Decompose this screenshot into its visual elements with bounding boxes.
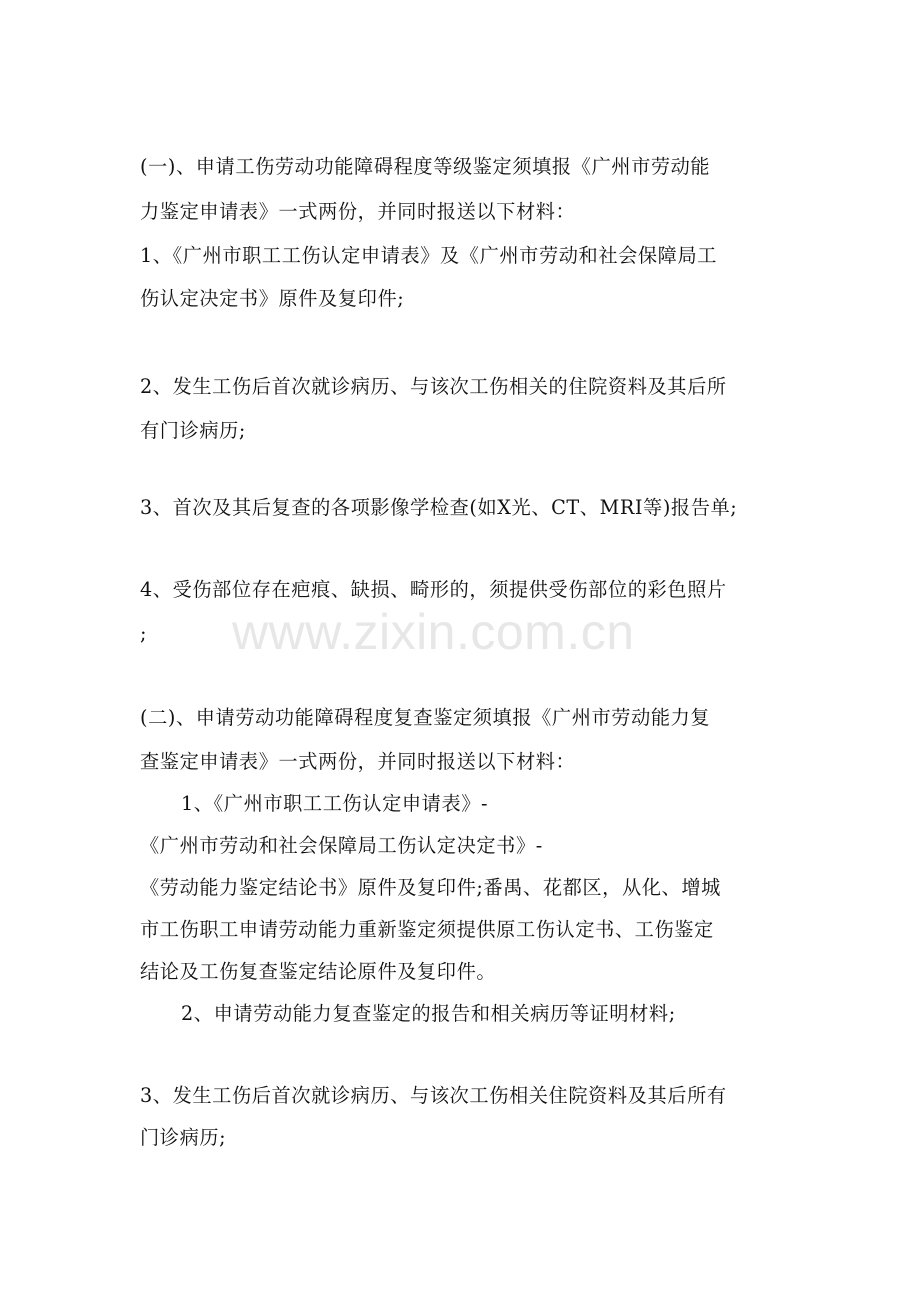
text-line-18: 3、发生工伤后首次就诊病历、与该次工伤相关住院资料及其后所有 [140,1084,727,1107]
text-line-5: 2、发生工伤后首次就诊病历、与该次工伤相关的住院资料及其后所 [140,375,727,398]
text-line-16: 结论及工伤复查鉴定结论原件及复印件。 [140,960,497,983]
watermark-text: www.zixin.com.cn [232,604,635,660]
text-line-4: 伤认定决定书》原件及复印件; [140,287,405,310]
text-line-9: ; [140,622,148,645]
text-line-11: 查鉴定申请表》一式两份，并同时报送以下材料： [140,750,576,773]
text-line-8: 4、受伤部位存在疤痕、缺损、畸形的，须提供受伤部位的彩色照片 [140,578,727,601]
text-line-14: 《劳动能力鉴定结论书》原件及复印件;番禺、花都区，从化、增城 [140,876,721,899]
text-line-7: 3、首次及其后复查的各项影像学检查(如X光、CT、MRI等)报告单; [140,496,738,519]
text-line-1: (一)、申请工伤劳动功能障碍程度等级鉴定须填报《广州市劳动能 [140,155,711,178]
text-line-15: 市工伤职工申请劳动能力重新鉴定须提供原工伤认定书、工伤鉴定 [140,918,714,941]
text-line-13: 《广州市劳动和社会保障局工伤认定决定书》- [140,834,543,857]
text-line-10: (二)、申请劳动功能障碍程度复查鉴定须填报《广州市劳动能力复 [140,706,711,729]
text-line-6: 有门诊病历; [140,419,247,442]
text-line-17: 2、申请劳动能力复查鉴定的报告和相关病历等证明材料; [181,1002,676,1025]
text-line-12: 1、《广州市职工工伤认定申请表》- [181,792,489,815]
text-line-19: 门诊病历; [140,1126,227,1149]
text-line-2: 力鉴定申请表》一式两份，并同时报送以下材料： [140,200,576,223]
text-line-3: 1、《广州市职工工伤认定申请表》及《广州市劳动和社会保障局工 [140,244,718,267]
